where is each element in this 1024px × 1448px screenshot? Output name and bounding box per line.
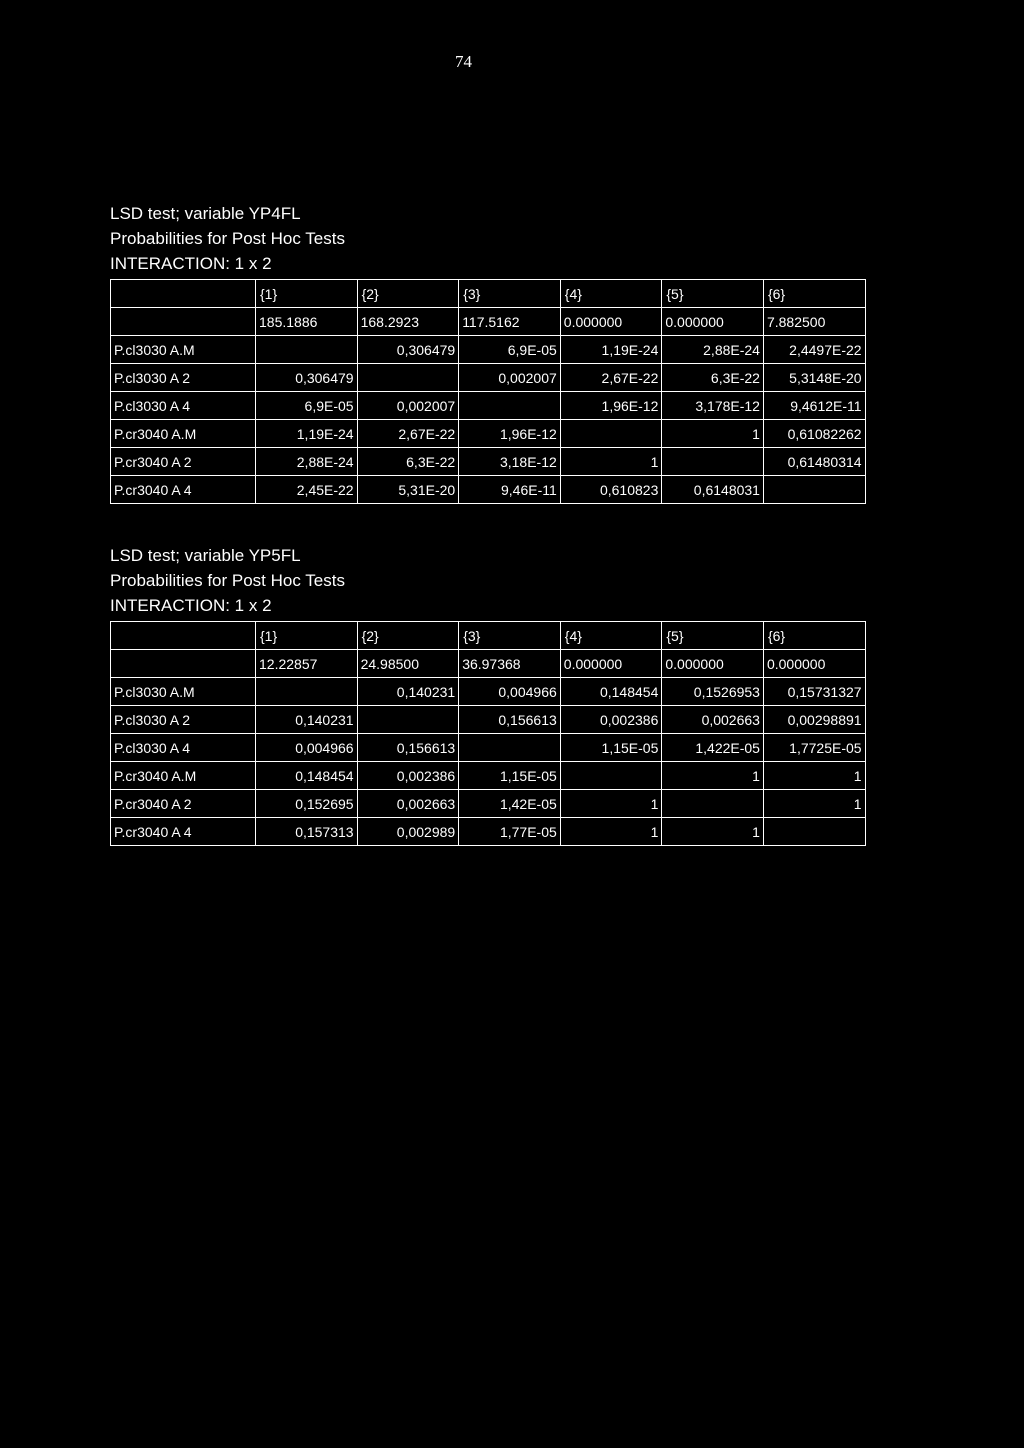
- probability-cell: 1,422E-05: [662, 734, 764, 762]
- lsd-table-block-yp4fl: [110, 201, 870, 504]
- probability-cell: [560, 762, 662, 790]
- probability-cell: 0,610823: [560, 476, 662, 504]
- row-label: P.cl3030 A 4: [111, 392, 256, 420]
- probability-cell: 2,67E-22: [357, 420, 459, 448]
- column-header: {3}: [459, 622, 561, 650]
- probability-cell: [459, 392, 561, 420]
- mean-cell: 168.2923: [357, 308, 459, 336]
- column-header: {2}: [357, 622, 459, 650]
- table-row: [111, 476, 866, 504]
- column-header-row: [111, 622, 866, 650]
- column-header: {5}: [662, 280, 764, 308]
- column-header: {6}: [763, 280, 865, 308]
- table-title: LSD test; variable YP4FL: [110, 204, 301, 223]
- means-row: [111, 650, 866, 678]
- probability-cell: 6,3E-22: [662, 364, 764, 392]
- table-row: [111, 420, 866, 448]
- probability-cell: 1: [662, 420, 764, 448]
- probability-cell: [459, 734, 561, 762]
- corner-cell: [111, 280, 256, 308]
- table-row: [111, 762, 866, 790]
- row-label: P.cr3040 A.M: [111, 762, 256, 790]
- probability-cell: 2,88E-24: [662, 336, 764, 364]
- probability-cell: 5,3148E-20: [763, 364, 865, 392]
- row-label: P.cr3040 A 4: [111, 476, 256, 504]
- probability-cell: [357, 706, 459, 734]
- column-header: {2}: [357, 280, 459, 308]
- column-header: {1}: [256, 622, 358, 650]
- probability-cell: 0,156613: [459, 706, 561, 734]
- column-header-row: [111, 280, 866, 308]
- probability-cell: 5,31E-20: [357, 476, 459, 504]
- probability-cell: 1,96E-12: [560, 392, 662, 420]
- probability-cell: 0,140231: [357, 678, 459, 706]
- probability-cell: 0,15731327: [763, 678, 865, 706]
- table-subtitle: Probabilities for Post Hoc Tests: [110, 571, 345, 590]
- table-row: [111, 678, 866, 706]
- mean-cell: 12.22857: [256, 650, 358, 678]
- table-row: [111, 818, 866, 846]
- probability-cell: 0,00298891: [763, 706, 865, 734]
- probability-cell: 1: [560, 448, 662, 476]
- probability-cell: 1: [560, 818, 662, 846]
- table-row: [111, 392, 866, 420]
- table-title: LSD test; variable YP5FL: [110, 546, 301, 565]
- probability-cell: 0,156613: [357, 734, 459, 762]
- probability-cell: 0,002386: [357, 762, 459, 790]
- means-row: [111, 308, 866, 336]
- probability-cell: 6,9E-05: [459, 336, 561, 364]
- probability-cell: 0,140231: [256, 706, 358, 734]
- probability-cell: 1,19E-24: [560, 336, 662, 364]
- column-header: {4}: [560, 280, 662, 308]
- row-label: P.cl3030 A.M: [111, 336, 256, 364]
- table-row: [111, 364, 866, 392]
- table-row: [111, 790, 866, 818]
- row-label: P.cl3030 A.M: [111, 678, 256, 706]
- probability-cell: 0,004966: [459, 678, 561, 706]
- probability-cell: [763, 818, 865, 846]
- probability-cell: [357, 364, 459, 392]
- probability-cell: 0,002007: [459, 364, 561, 392]
- probability-cell: 2,45E-22: [256, 476, 358, 504]
- probability-cell: [256, 336, 358, 364]
- column-header: {4}: [560, 622, 662, 650]
- mean-cell: 7.882500: [763, 308, 865, 336]
- column-header: {1}: [256, 280, 358, 308]
- mean-cell: 0.000000: [560, 308, 662, 336]
- probability-cell: [256, 678, 358, 706]
- mean-cell: 24.98500: [357, 650, 459, 678]
- probability-cell: 0,002386: [560, 706, 662, 734]
- probability-cell: 0,1526953: [662, 678, 764, 706]
- probability-cell: 1,15E-05: [459, 762, 561, 790]
- row-label: P.cl3030 A 2: [111, 706, 256, 734]
- probability-cell: 2,88E-24: [256, 448, 358, 476]
- probability-cell: 1,19E-24: [256, 420, 358, 448]
- probability-cell: 6,3E-22: [357, 448, 459, 476]
- probability-cell: 1: [560, 790, 662, 818]
- interaction-label: INTERACTION: 1 x 2: [110, 596, 272, 615]
- mean-cell: 0.000000: [662, 308, 764, 336]
- row-label: P.cl3030 A 4: [111, 734, 256, 762]
- table-row: [111, 448, 866, 476]
- mean-cell: 0.000000: [560, 650, 662, 678]
- table-subtitle: Probabilities for Post Hoc Tests: [110, 229, 345, 248]
- row-label: P.cr3040 A 2: [111, 790, 256, 818]
- probability-cell: 0,306479: [357, 336, 459, 364]
- probability-cell: 9,46E-11: [459, 476, 561, 504]
- probability-cell: 6,9E-05: [256, 392, 358, 420]
- lsd-table-block-yp5fl: [110, 543, 870, 846]
- probability-table: [110, 621, 866, 846]
- probability-cell: 1,15E-05: [560, 734, 662, 762]
- row-label: P.cr3040 A 2: [111, 448, 256, 476]
- table-row: [111, 734, 866, 762]
- probability-cell: 9,4612E-11: [763, 392, 865, 420]
- means-row-label: [111, 650, 256, 678]
- interaction-label: INTERACTION: 1 x 2: [110, 254, 272, 273]
- mean-cell: 0.000000: [662, 650, 764, 678]
- probability-cell: 0,152695: [256, 790, 358, 818]
- probability-cell: [560, 420, 662, 448]
- probability-table: [110, 279, 866, 504]
- column-header: {6}: [763, 622, 865, 650]
- mean-cell: 36.97368: [459, 650, 561, 678]
- probability-cell: [662, 448, 764, 476]
- probability-cell: 1,42E-05: [459, 790, 561, 818]
- row-label: P.cl3030 A 2: [111, 364, 256, 392]
- probability-cell: 1,77E-05: [459, 818, 561, 846]
- probability-cell: [662, 790, 764, 818]
- probability-cell: 1: [763, 762, 865, 790]
- row-label: P.cr3040 A 4: [111, 818, 256, 846]
- corner-cell: [111, 622, 256, 650]
- column-header: {3}: [459, 280, 561, 308]
- probability-cell: 0,002989: [357, 818, 459, 846]
- probability-cell: 1,7725E-05: [763, 734, 865, 762]
- mean-cell: 117.5162: [459, 308, 561, 336]
- probability-cell: 2,4497E-22: [763, 336, 865, 364]
- probability-cell: 1,96E-12: [459, 420, 561, 448]
- probability-cell: 1: [662, 818, 764, 846]
- page-number: 74: [455, 52, 472, 71]
- probability-cell: 0,004966: [256, 734, 358, 762]
- probability-cell: 0,61480314: [763, 448, 865, 476]
- probability-cell: [763, 476, 865, 504]
- probability-cell: 0,6148031: [662, 476, 764, 504]
- probability-cell: 2,67E-22: [560, 364, 662, 392]
- probability-cell: 0,002663: [357, 790, 459, 818]
- probability-cell: 3,18E-12: [459, 448, 561, 476]
- probability-cell: 3,178E-12: [662, 392, 764, 420]
- probability-cell: 0,157313: [256, 818, 358, 846]
- column-header: {5}: [662, 622, 764, 650]
- probability-cell: 1: [763, 790, 865, 818]
- mean-cell: 185.1886: [256, 308, 358, 336]
- probability-cell: 0,148454: [256, 762, 358, 790]
- probability-cell: 0,61082262: [763, 420, 865, 448]
- probability-cell: 0,002007: [357, 392, 459, 420]
- mean-cell: 0.000000: [763, 650, 865, 678]
- table-row: [111, 706, 866, 734]
- probability-cell: 1: [662, 762, 764, 790]
- probability-cell: 0,306479: [256, 364, 358, 392]
- means-row-label: [111, 308, 256, 336]
- row-label: P.cr3040 A.M: [111, 420, 256, 448]
- probability-cell: 0,002663: [662, 706, 764, 734]
- probability-cell: 0,148454: [560, 678, 662, 706]
- table-row: [111, 336, 866, 364]
